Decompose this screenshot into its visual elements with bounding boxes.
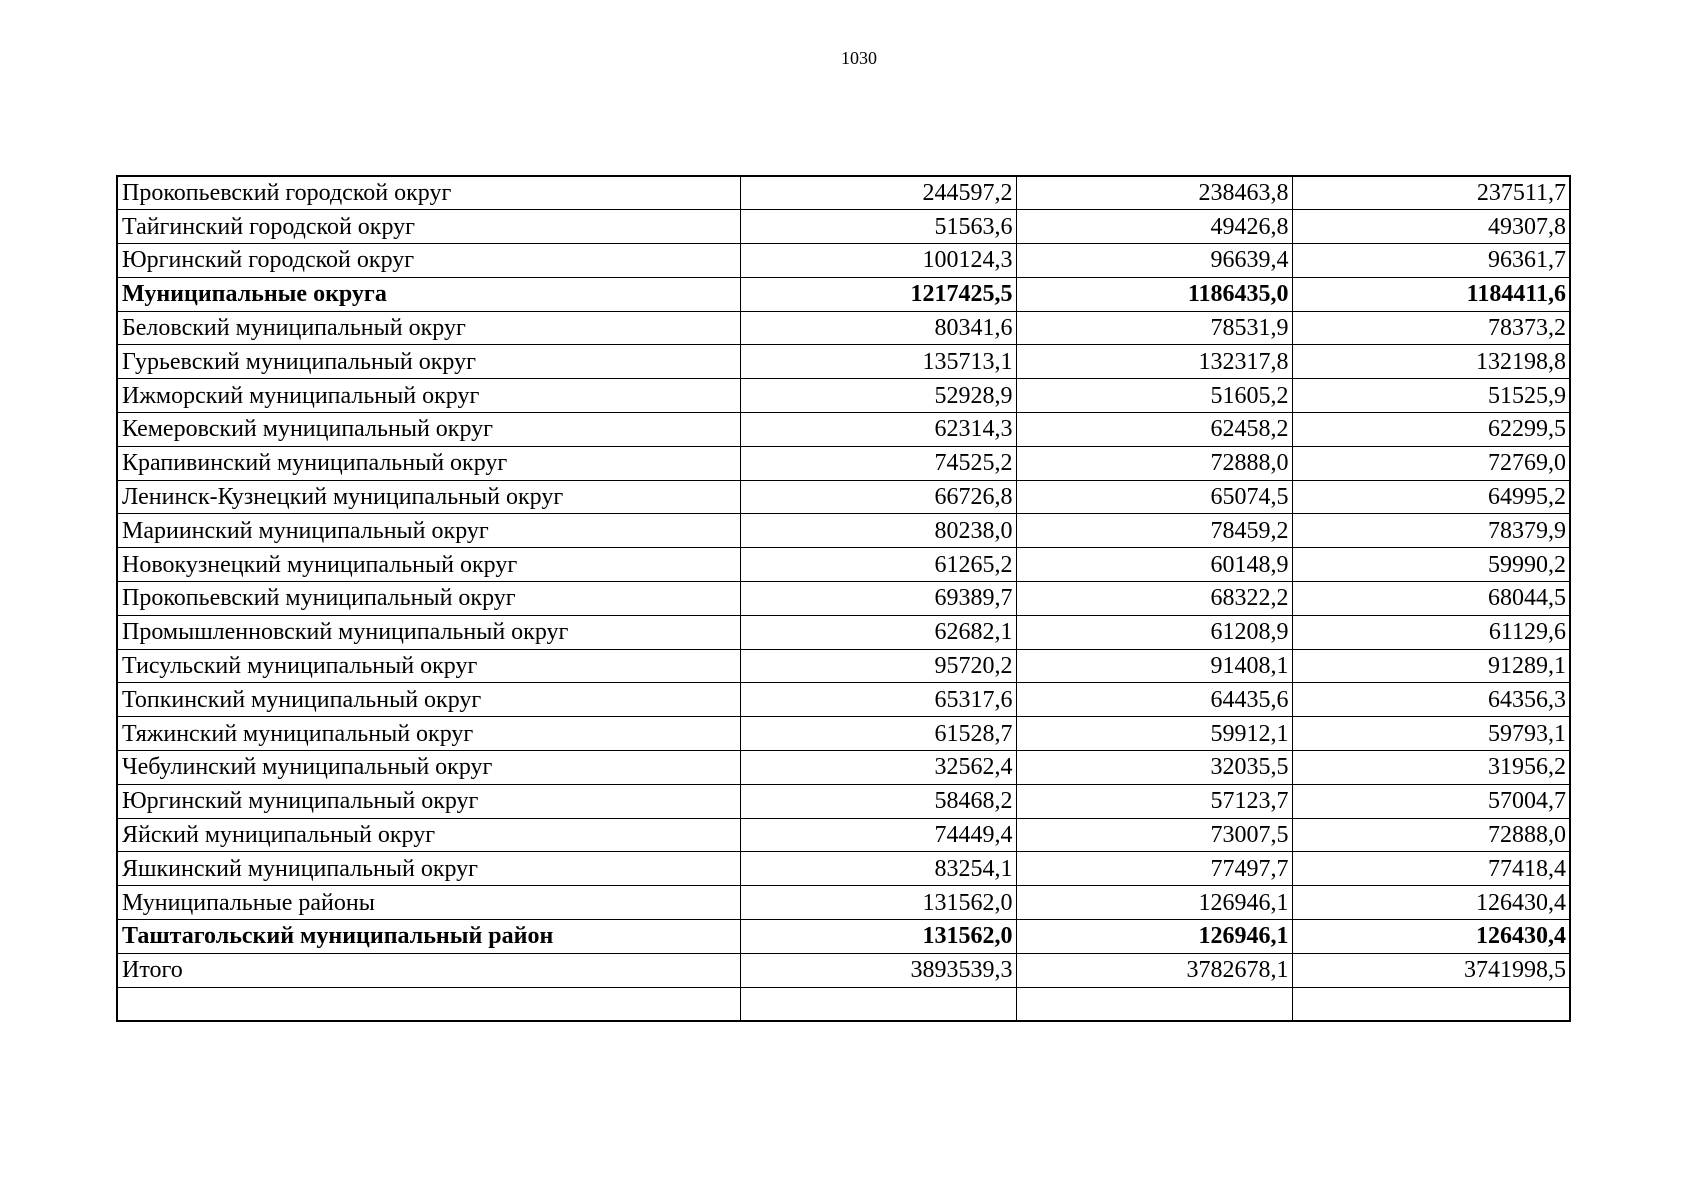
- row-name: Яйский муниципальный округ: [117, 818, 740, 852]
- row-value-3: 72769,0: [1292, 446, 1570, 480]
- row-value-3: 68044,5: [1292, 582, 1570, 616]
- row-value-1: 80238,0: [740, 514, 1016, 548]
- row-value-3: 49307,8: [1292, 210, 1570, 244]
- row-value-1: 66726,8: [740, 480, 1016, 514]
- row-value-2: 65074,5: [1016, 480, 1292, 514]
- table-row: [117, 886, 1570, 920]
- row-value-1: 244597,2: [740, 176, 1016, 210]
- row-value-2: 77497,7: [1016, 852, 1292, 886]
- row-value-3: 61129,6: [1292, 615, 1570, 649]
- row-value-3: 126430,4: [1292, 920, 1570, 954]
- row-name: [117, 987, 740, 1021]
- row-value-1: 61265,2: [740, 548, 1016, 582]
- table-row: [117, 244, 1570, 278]
- table-row: [117, 751, 1570, 785]
- row-value-3: [1292, 987, 1570, 1021]
- row-value-1: 51563,6: [740, 210, 1016, 244]
- row-value-3: 1184411,6: [1292, 277, 1570, 311]
- table-row: [117, 210, 1570, 244]
- row-name: Прокопьевский городской округ: [117, 176, 740, 210]
- row-value-2: 78459,2: [1016, 514, 1292, 548]
- row-value-2: 57123,7: [1016, 784, 1292, 818]
- row-name: Чебулинский муниципальный округ: [117, 751, 740, 785]
- row-value-3: 64356,3: [1292, 683, 1570, 717]
- row-name: Тисульский муниципальный округ: [117, 649, 740, 683]
- table-row: [117, 446, 1570, 480]
- table-row: [117, 649, 1570, 683]
- row-name: Яшкинский муниципальный округ: [117, 852, 740, 886]
- row-value-3: 59990,2: [1292, 548, 1570, 582]
- row-value-3: 51525,9: [1292, 379, 1570, 413]
- row-value-3: 96361,7: [1292, 244, 1570, 278]
- table-row: [117, 683, 1570, 717]
- row-value-3: 3741998,5: [1292, 953, 1570, 987]
- table-row: [117, 852, 1570, 886]
- row-value-2: 3782678,1: [1016, 953, 1292, 987]
- row-value-1: 131562,0: [740, 886, 1016, 920]
- row-value-1: 131562,0: [740, 920, 1016, 954]
- row-value-2: 64435,6: [1016, 683, 1292, 717]
- row-value-3: 91289,1: [1292, 649, 1570, 683]
- row-value-2: 72888,0: [1016, 446, 1292, 480]
- row-value-1: 58468,2: [740, 784, 1016, 818]
- row-value-3: 31956,2: [1292, 751, 1570, 785]
- row-name: Крапивинский муниципальный округ: [117, 446, 740, 480]
- table-row: [117, 514, 1570, 548]
- row-value-2: 32035,5: [1016, 751, 1292, 785]
- row-name: Муниципальные районы: [117, 886, 740, 920]
- row-value-1: 80341,6: [740, 311, 1016, 345]
- row-value-1: 95720,2: [740, 649, 1016, 683]
- table-row: [117, 480, 1570, 514]
- row-value-3: 126430,4: [1292, 886, 1570, 920]
- row-value-2: 60148,9: [1016, 548, 1292, 582]
- table-row: [117, 548, 1570, 582]
- row-value-2: 61208,9: [1016, 615, 1292, 649]
- row-name: Промышленновский муниципальный округ: [117, 615, 740, 649]
- row-name: Беловский муниципальный округ: [117, 311, 740, 345]
- row-name: Прокопьевский муниципальный округ: [117, 582, 740, 616]
- row-value-1: 135713,1: [740, 345, 1016, 379]
- row-value-1: 61528,7: [740, 717, 1016, 751]
- row-value-1: 74525,2: [740, 446, 1016, 480]
- row-name: Топкинский муниципальный округ: [117, 683, 740, 717]
- row-name: Итого: [117, 953, 740, 987]
- row-name: Таштагольский муниципальный район: [117, 920, 740, 954]
- table-row-subtotal: [117, 920, 1570, 954]
- row-name: Юргинский муниципальный округ: [117, 784, 740, 818]
- row-value-1: 65317,6: [740, 683, 1016, 717]
- row-value-2: 1186435,0: [1016, 277, 1292, 311]
- row-name: Муниципальные округа: [117, 277, 740, 311]
- row-value-2: 49426,8: [1016, 210, 1292, 244]
- row-value-3: 57004,7: [1292, 784, 1570, 818]
- data-table: [116, 175, 1571, 1022]
- table-row: [117, 413, 1570, 447]
- table-row: [117, 176, 1570, 210]
- table-row: [117, 818, 1570, 852]
- row-value-2: 126946,1: [1016, 886, 1292, 920]
- row-value-1: 62682,1: [740, 615, 1016, 649]
- table-row: [117, 615, 1570, 649]
- row-name: Тяжинский муниципальный округ: [117, 717, 740, 751]
- row-value-2: 78531,9: [1016, 311, 1292, 345]
- row-value-2: 68322,2: [1016, 582, 1292, 616]
- row-value-1: 3893539,3: [740, 953, 1016, 987]
- row-value-1: 52928,9: [740, 379, 1016, 413]
- table-row: [117, 379, 1570, 413]
- row-value-3: 132198,8: [1292, 345, 1570, 379]
- row-value-2: 51605,2: [1016, 379, 1292, 413]
- row-name: Кемеровский муниципальный округ: [117, 413, 740, 447]
- row-name: Новокузнецкий муниципальный округ: [117, 548, 740, 582]
- table-row-subtotal: [117, 277, 1570, 311]
- row-value-3: 72888,0: [1292, 818, 1570, 852]
- row-value-2: 126946,1: [1016, 920, 1292, 954]
- row-value-1: 69389,7: [740, 582, 1016, 616]
- row-value-3: 237511,7: [1292, 176, 1570, 210]
- row-value-1: 74449,4: [740, 818, 1016, 852]
- row-value-2: 59912,1: [1016, 717, 1292, 751]
- row-value-1: 62314,3: [740, 413, 1016, 447]
- row-value-1: 1217425,5: [740, 277, 1016, 311]
- table-row-total: [117, 987, 1570, 1021]
- table-row: [117, 582, 1570, 616]
- row-value-2: 238463,8: [1016, 176, 1292, 210]
- page-number: 1030: [841, 48, 877, 68]
- row-value-3: 62299,5: [1292, 413, 1570, 447]
- row-name: Мариинский муниципальный округ: [117, 514, 740, 548]
- row-value-2: 91408,1: [1016, 649, 1292, 683]
- row-value-1: 32562,4: [740, 751, 1016, 785]
- table-body: [117, 176, 1570, 1021]
- row-name: Ижморский муниципальный округ: [117, 379, 740, 413]
- row-value-2: 96639,4: [1016, 244, 1292, 278]
- table-row: [117, 717, 1570, 751]
- row-name: Ленинск-Кузнецкий муниципальный округ: [117, 480, 740, 514]
- row-value-3: 64995,2: [1292, 480, 1570, 514]
- row-value-1: 100124,3: [740, 244, 1016, 278]
- row-value-3: 78379,9: [1292, 514, 1570, 548]
- table-row: [117, 784, 1570, 818]
- row-name: Гурьевский муниципальный округ: [117, 345, 740, 379]
- row-value-1: [740, 987, 1016, 1021]
- row-name: Юргинский городской округ: [117, 244, 740, 278]
- row-value-2: [1016, 987, 1292, 1021]
- table-row: [117, 345, 1570, 379]
- row-value-1: 83254,1: [740, 852, 1016, 886]
- row-value-3: 77418,4: [1292, 852, 1570, 886]
- row-value-3: 78373,2: [1292, 311, 1570, 345]
- row-value-2: 62458,2: [1016, 413, 1292, 447]
- table-row: [117, 953, 1570, 987]
- row-value-2: 73007,5: [1016, 818, 1292, 852]
- table-row: [117, 311, 1570, 345]
- row-value-2: 132317,8: [1016, 345, 1292, 379]
- row-name: Тайгинский городской округ: [117, 210, 740, 244]
- row-value-3: 59793,1: [1292, 717, 1570, 751]
